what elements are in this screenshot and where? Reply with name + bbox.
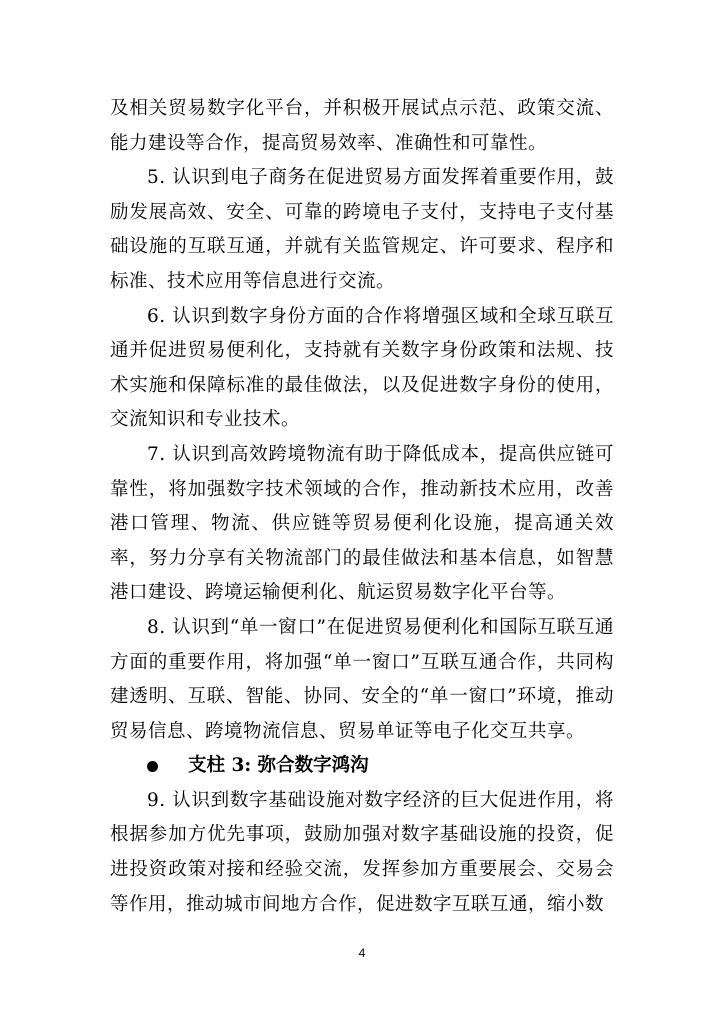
section-heading-pillar-3 [110,749,614,784]
paragraph-continuation: 及相关贸易数字化平台，并积极开展试点示范、政策交流、能力建设等合作，提高贸易效率、准确性和可靠性。 [110,98,614,154]
paragraph-item-8: 8. 认识到“单一窗口”在促进贸易便利化和国际互联互通方面的重要作用，将加强“单一窗口”互联互通合作，共同构建透明、互联、智能、协同、安全的“单一窗口”环境，推动贸易信息、跨境物流信息、贸易单证等电子化交互共享。 [110,616,614,742]
bullet-icon [147,761,158,772]
document-body [110,92,614,922]
paragraph-item-6: 6. 认识到数字身份方面的合作将增强区域和全球互联互通并促进贸易便利化，支持就有关数字身份政策和法规、技术实施和保障标准的最佳做法，以及促进数字身份的使用，交流知识和专业技术。 [110,305,614,431]
paragraph-item-9: 9. 认识到数字基础设施对数字经济的巨大促进作用，将根据参加方优先事项，鼓励加强对数字基础设施的投资，促进投资政策对接和经验交流，发挥参加方重要展会、交易会等作用，推动城市间地方合作，促进数字互联互通，缩小数 [110,789,614,915]
paragraph-item-7: 7. 认识到高效跨境物流有助于降低成本，提高供应链可靠性，将加强数字技术领域的合作，推动新技术应用，改善港口管理、物流、供应链等贸易便利化设施，提高通关效率，努力分享有关物流部门的最佳做法和基本信息，如智慧港口建设、跨境运输便利化、航运贸易数字化平台等。 [110,443,614,604]
section-heading-text: 支柱 3: 弥合数字鸿沟 [188,755,369,777]
paragraph-item-5: 5. 认识到电子商务在促进贸易方面发挥着重要作用，鼓励发展高效、安全、可靠的跨境电子支付，支持电子支付基础设施的互联互通，并就有关监管规定、许可要求、程序和标准、技术应用等信息进行交流。 [110,167,614,292]
page-number: 4 [358,946,366,960]
